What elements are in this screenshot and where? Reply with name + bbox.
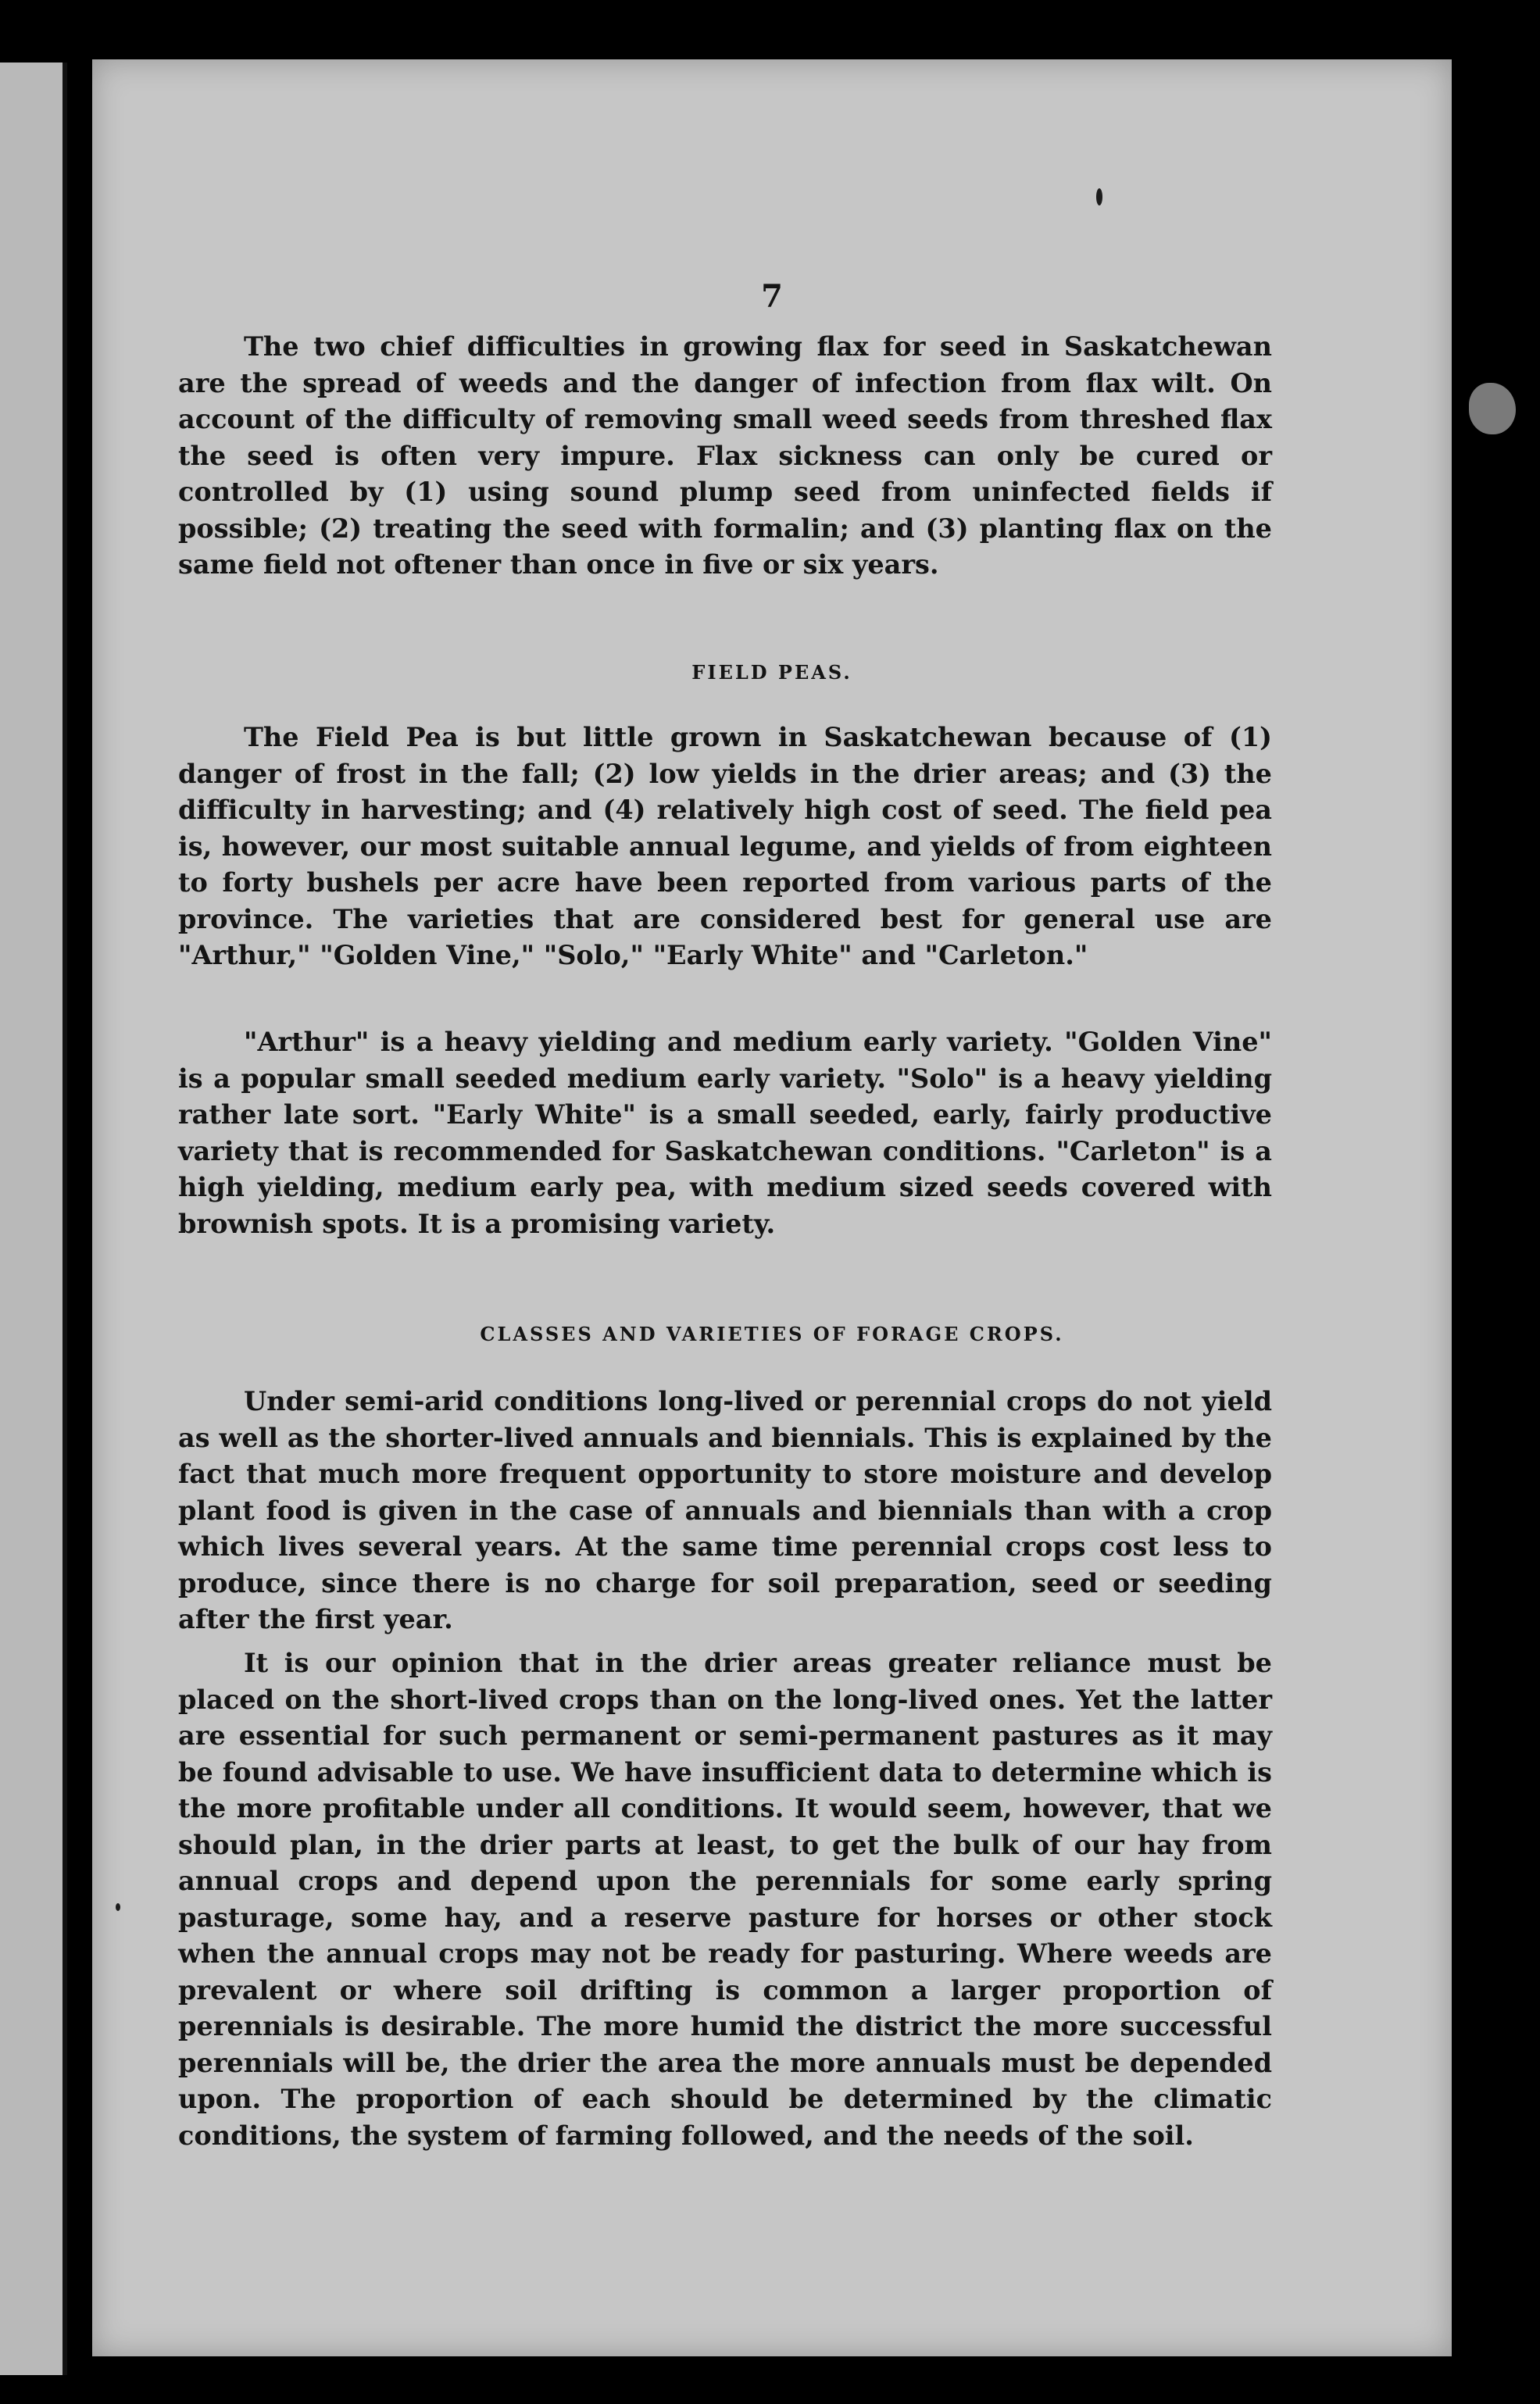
adjacent-page-edge xyxy=(0,63,67,2375)
heading-forage-crops: CLASSES AND VARIETIES OF FORAGE CROPS. xyxy=(480,1323,1064,1345)
paragraph-semi-arid: Under semi-arid conditions long-lived or perennial crops do not yield as well as the shorter-lived annuals and biennials. This is explained by the fact that much more frequent opportunity to store moisture and develop plant food is given in the case of annuals and biennials than with a crop which lives several years. At the same time perennial crops cost less to produce, since there is no charge for soil preparation, seed or seeding after the first year. xyxy=(178,1386,1272,1634)
paragraph-flax: The two chief difficulties in growing flax for seed in Saskatchewan are the spread of weeds and the danger of infection from flax wilt. On account of the difficulty of removing small weed seeds from threshed flax the seed is often very impure. Flax sickness can only be cured or controlled by (1) using sound plump seed from uninfected fields if possible; (2) treating the seed with formalin; and (3) planting flax on the same field not oftener than once in five or six years. xyxy=(178,331,1272,580)
heading-field-peas: FIELD PEAS. xyxy=(691,661,852,684)
paragraph-field-pea: The Field Pea is but little grown in Saskatchewan because of (1) danger of frost in the fall; (2) low yields in the drier areas; and (3) the difficulty in harvesting; and (4) relatively high cost of seed. The field pea is, however, our most suitable annual legume, and yields of from eighteen to forty bushels per acre have been reported from various parts of the province. The varieties that are considered best for general use are "Arthur," "Golden Vine," "Solo," "Early White" and "Carleton." xyxy=(178,722,1272,970)
book-page xyxy=(92,59,1452,2356)
paragraph-opinion: It is our opinion that in the drier areas greater reliance must be placed on the short-lived crops than on the long-lived ones. Yet the latter are essential for such permanent or semi-permanent pastures as it may be found advisable to use. We have insufficient data to determine which is the more profitable under all conditions. It would seem, however, that we should plan, in the drier parts at least, to get the bulk of our hay from annual crops and depend upon the perennials for some early spring pasturage, some hay, and a reserve pasture for horses or other stock when the annual crops may not be ready for pasturing. Where weeds are prevalent or where soil drifting is common a larger proportion of perennials is desirable. The more humid the district the more successful perennials will be, the drier the area the more annuals must be depended upon. The proportion of each should be determined by the climatic conditions, the system of farming followed, and the needs of the soil. xyxy=(178,1648,1272,2151)
ink-speck xyxy=(1096,188,1102,205)
paragraph-varieties: "Arthur" is a heavy yielding and medium early variety. "Golden Vine" is a popular small seeded medium early variety. "Solo" is a heavy yielding rather late sort. "Early White" is a small seeded, early, fairly productive variety that is recommended for Saskatchewan conditions. "Carleton" is a high yielding, medium early pea, with medium sized seeds covered with brownish spots. It is a promising variety. xyxy=(178,1027,1272,1239)
scan-artifact xyxy=(1469,383,1516,434)
page-number: 7 xyxy=(761,278,783,315)
ink-speck xyxy=(116,1903,120,1911)
